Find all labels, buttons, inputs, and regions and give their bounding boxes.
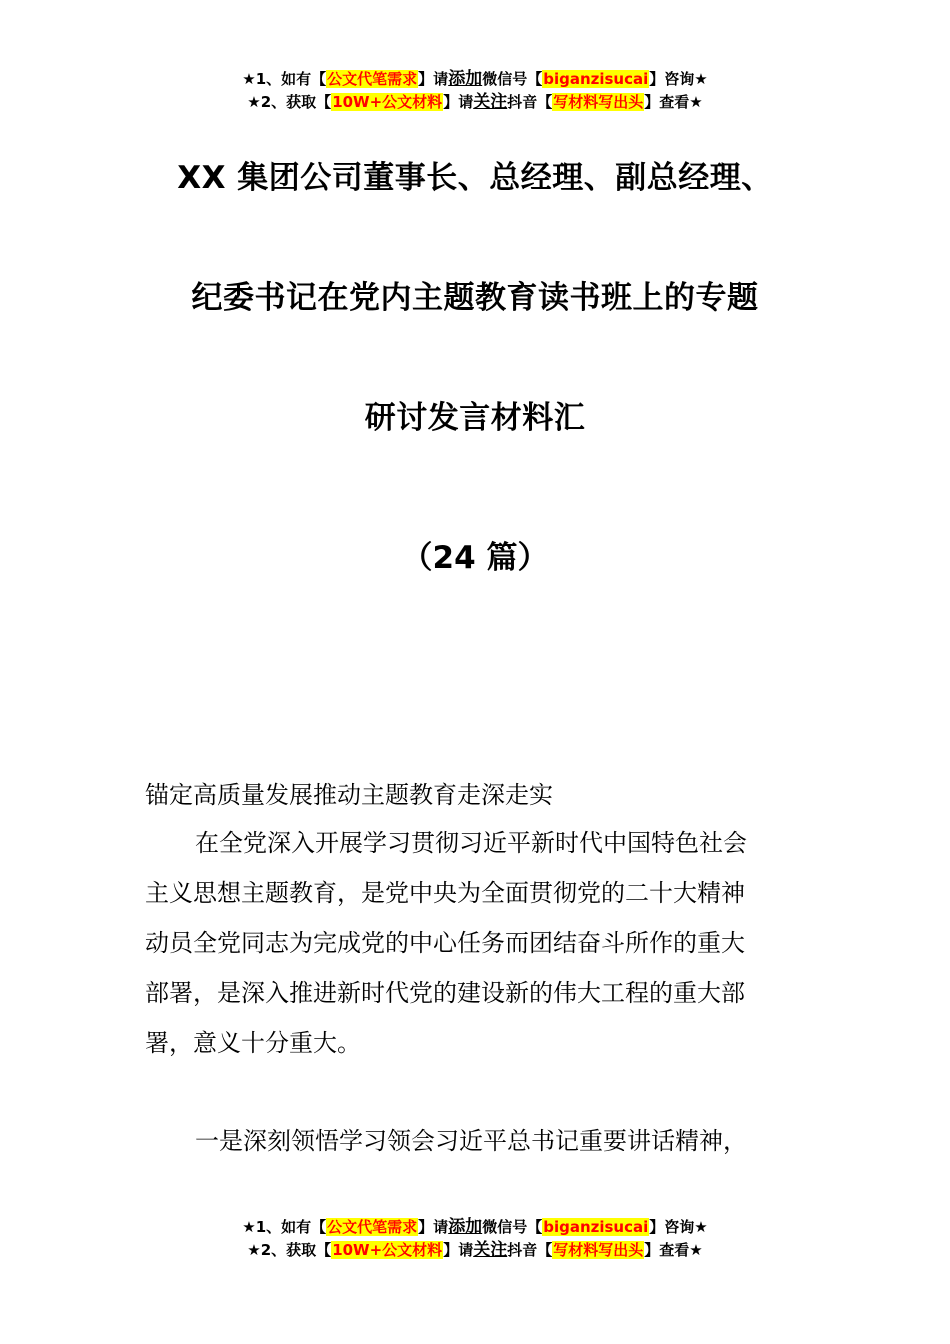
article-heading: 锚定高质量发展推动主题教育走深走实 (145, 781, 553, 809)
document-title-line-2: 纪委书记在党内主题教育读书班上的专题 (191, 280, 759, 316)
banner-text: 】查看★ (644, 1241, 703, 1259)
banner-highlight: 10W+公文材料 (332, 1241, 443, 1259)
banner-line-2 (0, 91, 950, 114)
banner-text: 抖音【 (507, 1241, 553, 1259)
paragraph-line: 动员全党同志为完成党的中心任务而团结奋斗所作的重大 (145, 929, 745, 957)
banner-text: ★1、如有【 (242, 70, 327, 88)
header-banner (0, 68, 950, 114)
paragraph-line: 在全党深入开展学习贯彻习近平新时代中国特色社会 (195, 829, 747, 857)
banner-text: ★1、如有【 (242, 1218, 327, 1236)
banner-line-1 (0, 68, 950, 91)
banner-text: ★2、获取【 (247, 1241, 332, 1259)
banner-highlight: 写材料写出头 (553, 1241, 644, 1259)
banner-text: 】请 (443, 1241, 474, 1259)
banner-text: 】咨询★ (649, 1218, 708, 1236)
banner-text: 微信号【 (482, 70, 543, 88)
banner-text: 】查看★ (644, 93, 703, 111)
banner-emphasis: 添加 (448, 1217, 483, 1237)
paragraph-line: 部署，是深入推进新时代党的建设新的伟大工程的重大部 (145, 979, 745, 1007)
banner-highlight: 写材料写出头 (553, 93, 644, 111)
banner-text: 】咨询★ (649, 70, 708, 88)
document-title-line-1: XX 集团公司董事长、总经理、副总经理、 (177, 160, 773, 196)
paragraph-line: 署，意义十分重大。 (145, 1029, 361, 1057)
banner-text: 抖音【 (507, 93, 553, 111)
paragraph-line: 一是深刻领悟学习领会习近平总书记重要讲话精神， (195, 1127, 747, 1155)
banner-highlight: biganzisucai (543, 1218, 649, 1236)
paragraph-line: 主义思想主题教育，是党中央为全面贯彻党的二十大精神 (145, 879, 745, 907)
banner-text: 】请 (418, 1218, 449, 1236)
banner-line-1 (0, 1216, 950, 1239)
banner-line-2 (0, 1239, 950, 1262)
banner-text: 微信号【 (482, 1218, 543, 1236)
banner-highlight: 公文代笔需求 (327, 1218, 418, 1236)
banner-emphasis: 关注 (473, 1240, 508, 1260)
banner-text: ★2、获取【 (247, 93, 332, 111)
banner-text: 】请 (443, 93, 474, 111)
document-subtitle: （24 篇） (401, 540, 549, 576)
banner-highlight: 10W+公文材料 (332, 93, 443, 111)
banner-emphasis: 添加 (448, 69, 483, 89)
footer-banner (0, 1216, 950, 1262)
banner-highlight: 公文代笔需求 (327, 70, 418, 88)
document-title-line-3: 研讨发言材料汇 (364, 400, 586, 436)
banner-emphasis: 关注 (473, 92, 508, 112)
banner-text: 】请 (418, 70, 449, 88)
banner-highlight: biganzisucai (543, 70, 649, 88)
